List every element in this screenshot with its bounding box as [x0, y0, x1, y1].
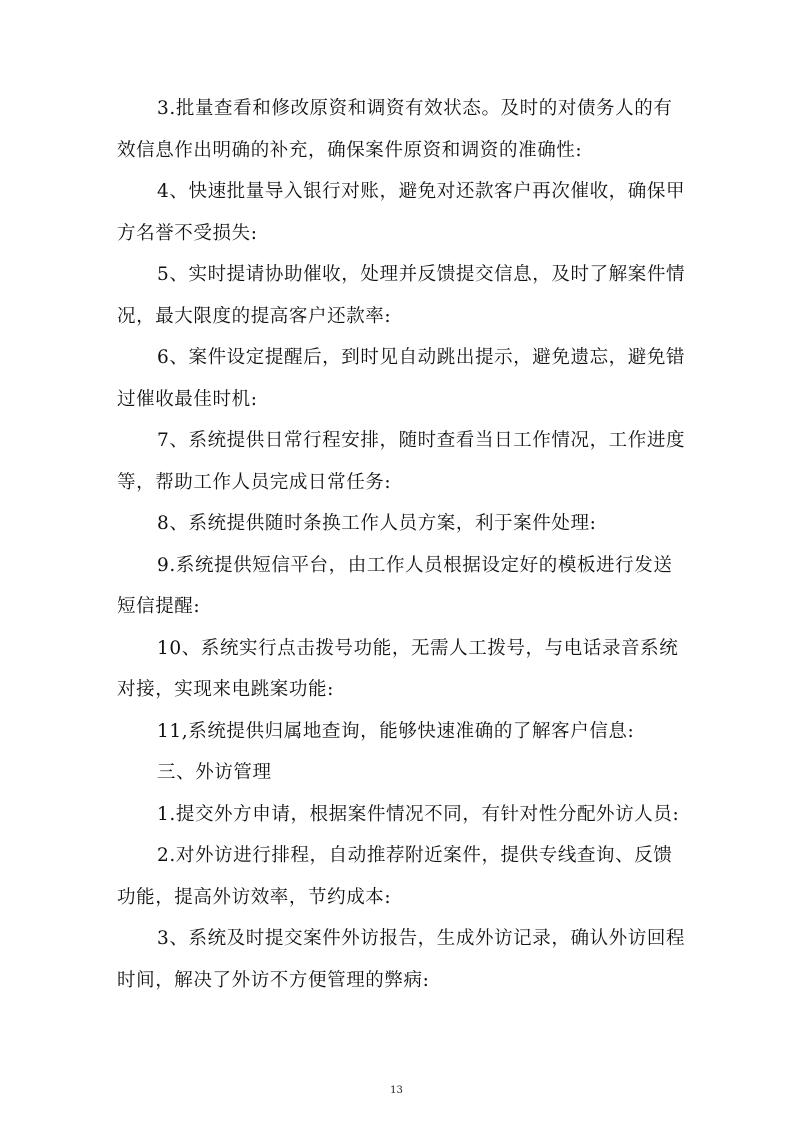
paragraph-line: 9.系统提供短信平台，由工作人员根据设定好的模板进行发送 — [157, 554, 673, 576]
paragraph-line: 6、案件设定提醒后，到时见自动跳出提示，避免遗忘，避免错 — [157, 347, 686, 368]
paragraph-line: 方名誉不受损失: — [117, 222, 258, 244]
paragraph-line: 2.对外访进行排程，自动推荐附近案件，提供专线查询、反馈 — [157, 845, 673, 866]
paragraph-line: 时间，解决了外访不方便管理的弊病: — [117, 969, 430, 991]
paragraph-line: 1.提交外方申请，根据案件情况不同，有针对性分配外访人员: — [157, 803, 680, 825]
paragraph-line: 况，最大限度的提高客户还款率: — [117, 305, 392, 327]
paragraph-line: 过催收最佳时机: — [117, 388, 258, 410]
paragraph-line: 5、实时提请协助催收，处理并反馈提交信息，及时了解案件情 — [157, 264, 686, 285]
paragraph-line: 对接，实现来电跳案功能: — [117, 679, 334, 700]
paragraph-line: 4、快速批量导入银行对账，避免对还款客户再次催收，确保甲 — [157, 181, 686, 202]
paragraph-line: 3.批量查看和修改原资和调资有效状态。及时的对债务人的有 — [157, 98, 673, 119]
paragraph-line: 功能，提高外访效率，节约成本: — [117, 886, 392, 908]
paragraph-line: 短信提醒: — [117, 596, 201, 617]
paragraph-line: 效信息作出明确的补充，确保案件原资和调资的准确性: — [117, 139, 583, 161]
document-body — [117, 88, 686, 1001]
paragraph-line: 7、系统提供日常行程安排，随时查看当日工作情况，工作进度 — [157, 430, 686, 451]
page-number: 13 — [390, 1085, 403, 1096]
paragraph-line: 8、系统提供随时条换工作人员方案，利于案件处理: — [157, 513, 597, 534]
paragraph-line: 10、系统实行点击拨号功能，无需人工拨号，与电话录音系统 — [157, 637, 679, 659]
section-heading: 三、外访管理 — [157, 762, 272, 783]
paragraph-line: 11,系统提供归属地查询，能够快速准确的了解客户信息: — [157, 720, 635, 742]
paragraph-line: 3、系统及时提交案件外访报告，生成外访记录，确认外访回程 — [157, 928, 686, 949]
paragraph-line: 等，帮助工作人员完成日常任务: — [117, 471, 392, 493]
